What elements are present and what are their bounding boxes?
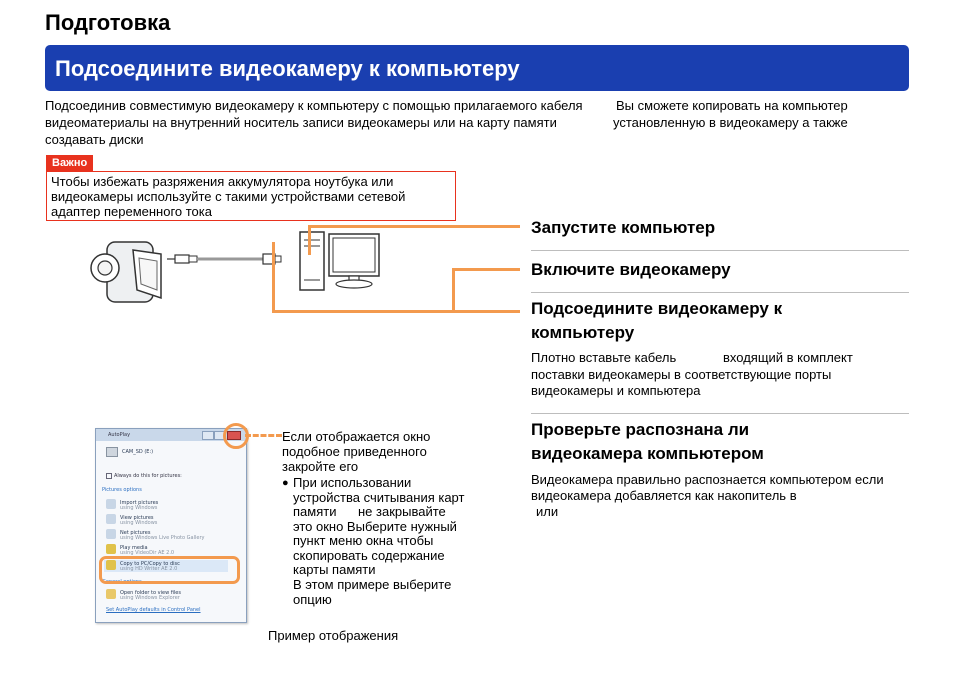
folder-icon (106, 589, 116, 599)
option-sub: using VideoDir AE 2.0 (120, 550, 175, 556)
autoplay-defaults-link[interactable]: Set AutoPlay defaults in Control Panel (106, 607, 201, 613)
step3-desc-part-1: Плотно вставьте кабель (531, 350, 677, 365)
callout-bullet-line-6: скопировать содержание (293, 548, 445, 563)
gallery-icon (106, 529, 116, 539)
figure-caption: Пример отображения (268, 628, 399, 643)
step1-title: Запустите компьютер (531, 218, 716, 237)
callout-bullet-line-1: При использовании (293, 475, 412, 490)
pc-tower-icon (300, 232, 324, 290)
important-line-1: Чтобы избежать разряжения аккумулятора ноутбука или (51, 174, 394, 189)
callout-bullet-line-3b: не закрывайте (358, 504, 446, 519)
leader-line-step2-drop (452, 268, 455, 310)
important-line-3: адаптер переменного тока (51, 204, 212, 219)
callout-bullet-line-7: карты памяти (293, 562, 376, 577)
leader-line-step3-vertical (272, 242, 275, 312)
autoplay-window-screenshot (95, 428, 247, 623)
intro-col2-line-1: Вы сможете копировать на компьютер (616, 98, 848, 113)
window-title: AutoPlay (108, 432, 131, 438)
step3-title-line-2: компьютеру (531, 323, 635, 342)
intro-col2-line-2: установленную в видеокамеру а также (613, 115, 848, 130)
callout-line-1: Если отображается окно (282, 429, 431, 444)
step4-title-line-2: видеокамера компьютером (531, 444, 764, 463)
option-label: Import pictures (120, 500, 159, 506)
camcorder-icon (91, 242, 161, 302)
bullet-icon: ● (282, 477, 289, 489)
general-options-header: General options (102, 579, 142, 585)
callout-leader (245, 434, 282, 437)
callout-bullet-line-3a: памяти (293, 504, 337, 519)
option-sub: using Windows Explorer (120, 595, 180, 601)
option-sub: using Windows Live Photo Gallery (120, 535, 205, 541)
step3-desc-part-2: входящий в комплект (723, 350, 853, 365)
leader-line-step3 (272, 310, 520, 313)
callout-bullet-line-4: это окно Выберите нужный (293, 519, 457, 534)
important-line-2: видеокамеры используйте с такими устройствами сетевой (51, 189, 406, 204)
intro-line-3: создавать диски (45, 132, 144, 147)
callout-bullet-line-8: В этом примере выберите (293, 577, 452, 592)
step3-desc-line-3: видеокамеры и компьютера (531, 383, 701, 398)
import-icon (106, 499, 116, 509)
usb-cable-icon (167, 254, 281, 264)
step3-title-line-1: Подсоедините видеокамеру к (531, 299, 783, 318)
step4-desc-line-1: Видеокамера правильно распознается компьютером если (531, 472, 884, 487)
leader-line-step1-drop (308, 225, 311, 255)
step4-desc-line-3: или (536, 504, 559, 519)
always-do-checkbox[interactable] (106, 473, 112, 479)
callout-line-3: закройте его (282, 459, 359, 474)
step3-desc-line-2: поставки видеокамеры в соответствующие порты (531, 367, 832, 382)
option-label: Play media (120, 545, 148, 551)
callout-line-2: подобное приведенного (282, 444, 427, 459)
step2-title: Включите видеокамеру (531, 260, 731, 279)
option-sub: using Windows (120, 505, 158, 511)
callout-bullet-line-5: пункт меню окна чтобы (293, 533, 434, 548)
drive-icon (106, 447, 118, 457)
step4-desc-line-2: видеокамера добавляется как накопитель в (531, 488, 797, 503)
always-do-label: Always do this for pictures: (114, 473, 182, 479)
callout-bullet-line-9: опцию (293, 592, 332, 607)
option-sub: using HD Writer AE 2.0 (120, 566, 178, 572)
monitor-icon (329, 234, 379, 288)
option-label: Open folder to view files (120, 590, 181, 596)
view-icon (106, 514, 116, 524)
important-tag: Важно (46, 155, 93, 171)
option-label: Copy to PC/Copy to disc (120, 561, 180, 567)
option-label: Net pictures (120, 530, 151, 536)
minimize-button[interactable] (202, 431, 214, 440)
drive-label: CAM_SD (E:) (122, 449, 154, 455)
play-media-icon (106, 544, 116, 554)
leader-line-step2 (452, 268, 520, 271)
pictures-options-header: Pictures options (102, 487, 142, 493)
step-divider-1 (531, 250, 909, 251)
step4-title-line-1: Проверьте распознана ли (531, 420, 750, 439)
callout-bullet-line-2: устройства считывания карт (293, 490, 465, 505)
leader-line-step1 (308, 225, 520, 228)
intro-line-1: Подсоединив совместимую видеокамеру к компьютеру с помощью прилагаемого кабеля (45, 98, 583, 113)
step-divider-2 (531, 292, 909, 293)
option-sub: using Windows (120, 520, 158, 526)
copy-option-highlight (99, 556, 240, 584)
section-title: Подготовка (45, 10, 171, 35)
step-divider-3 (531, 413, 909, 414)
intro-line-2: видеоматериалы на внутренний носитель записи видеокамеры или на карту памяти (45, 115, 557, 130)
banner-title: Подсоедините видеокамеру к компьютеру (55, 56, 520, 81)
option-label: View pictures (120, 515, 154, 521)
